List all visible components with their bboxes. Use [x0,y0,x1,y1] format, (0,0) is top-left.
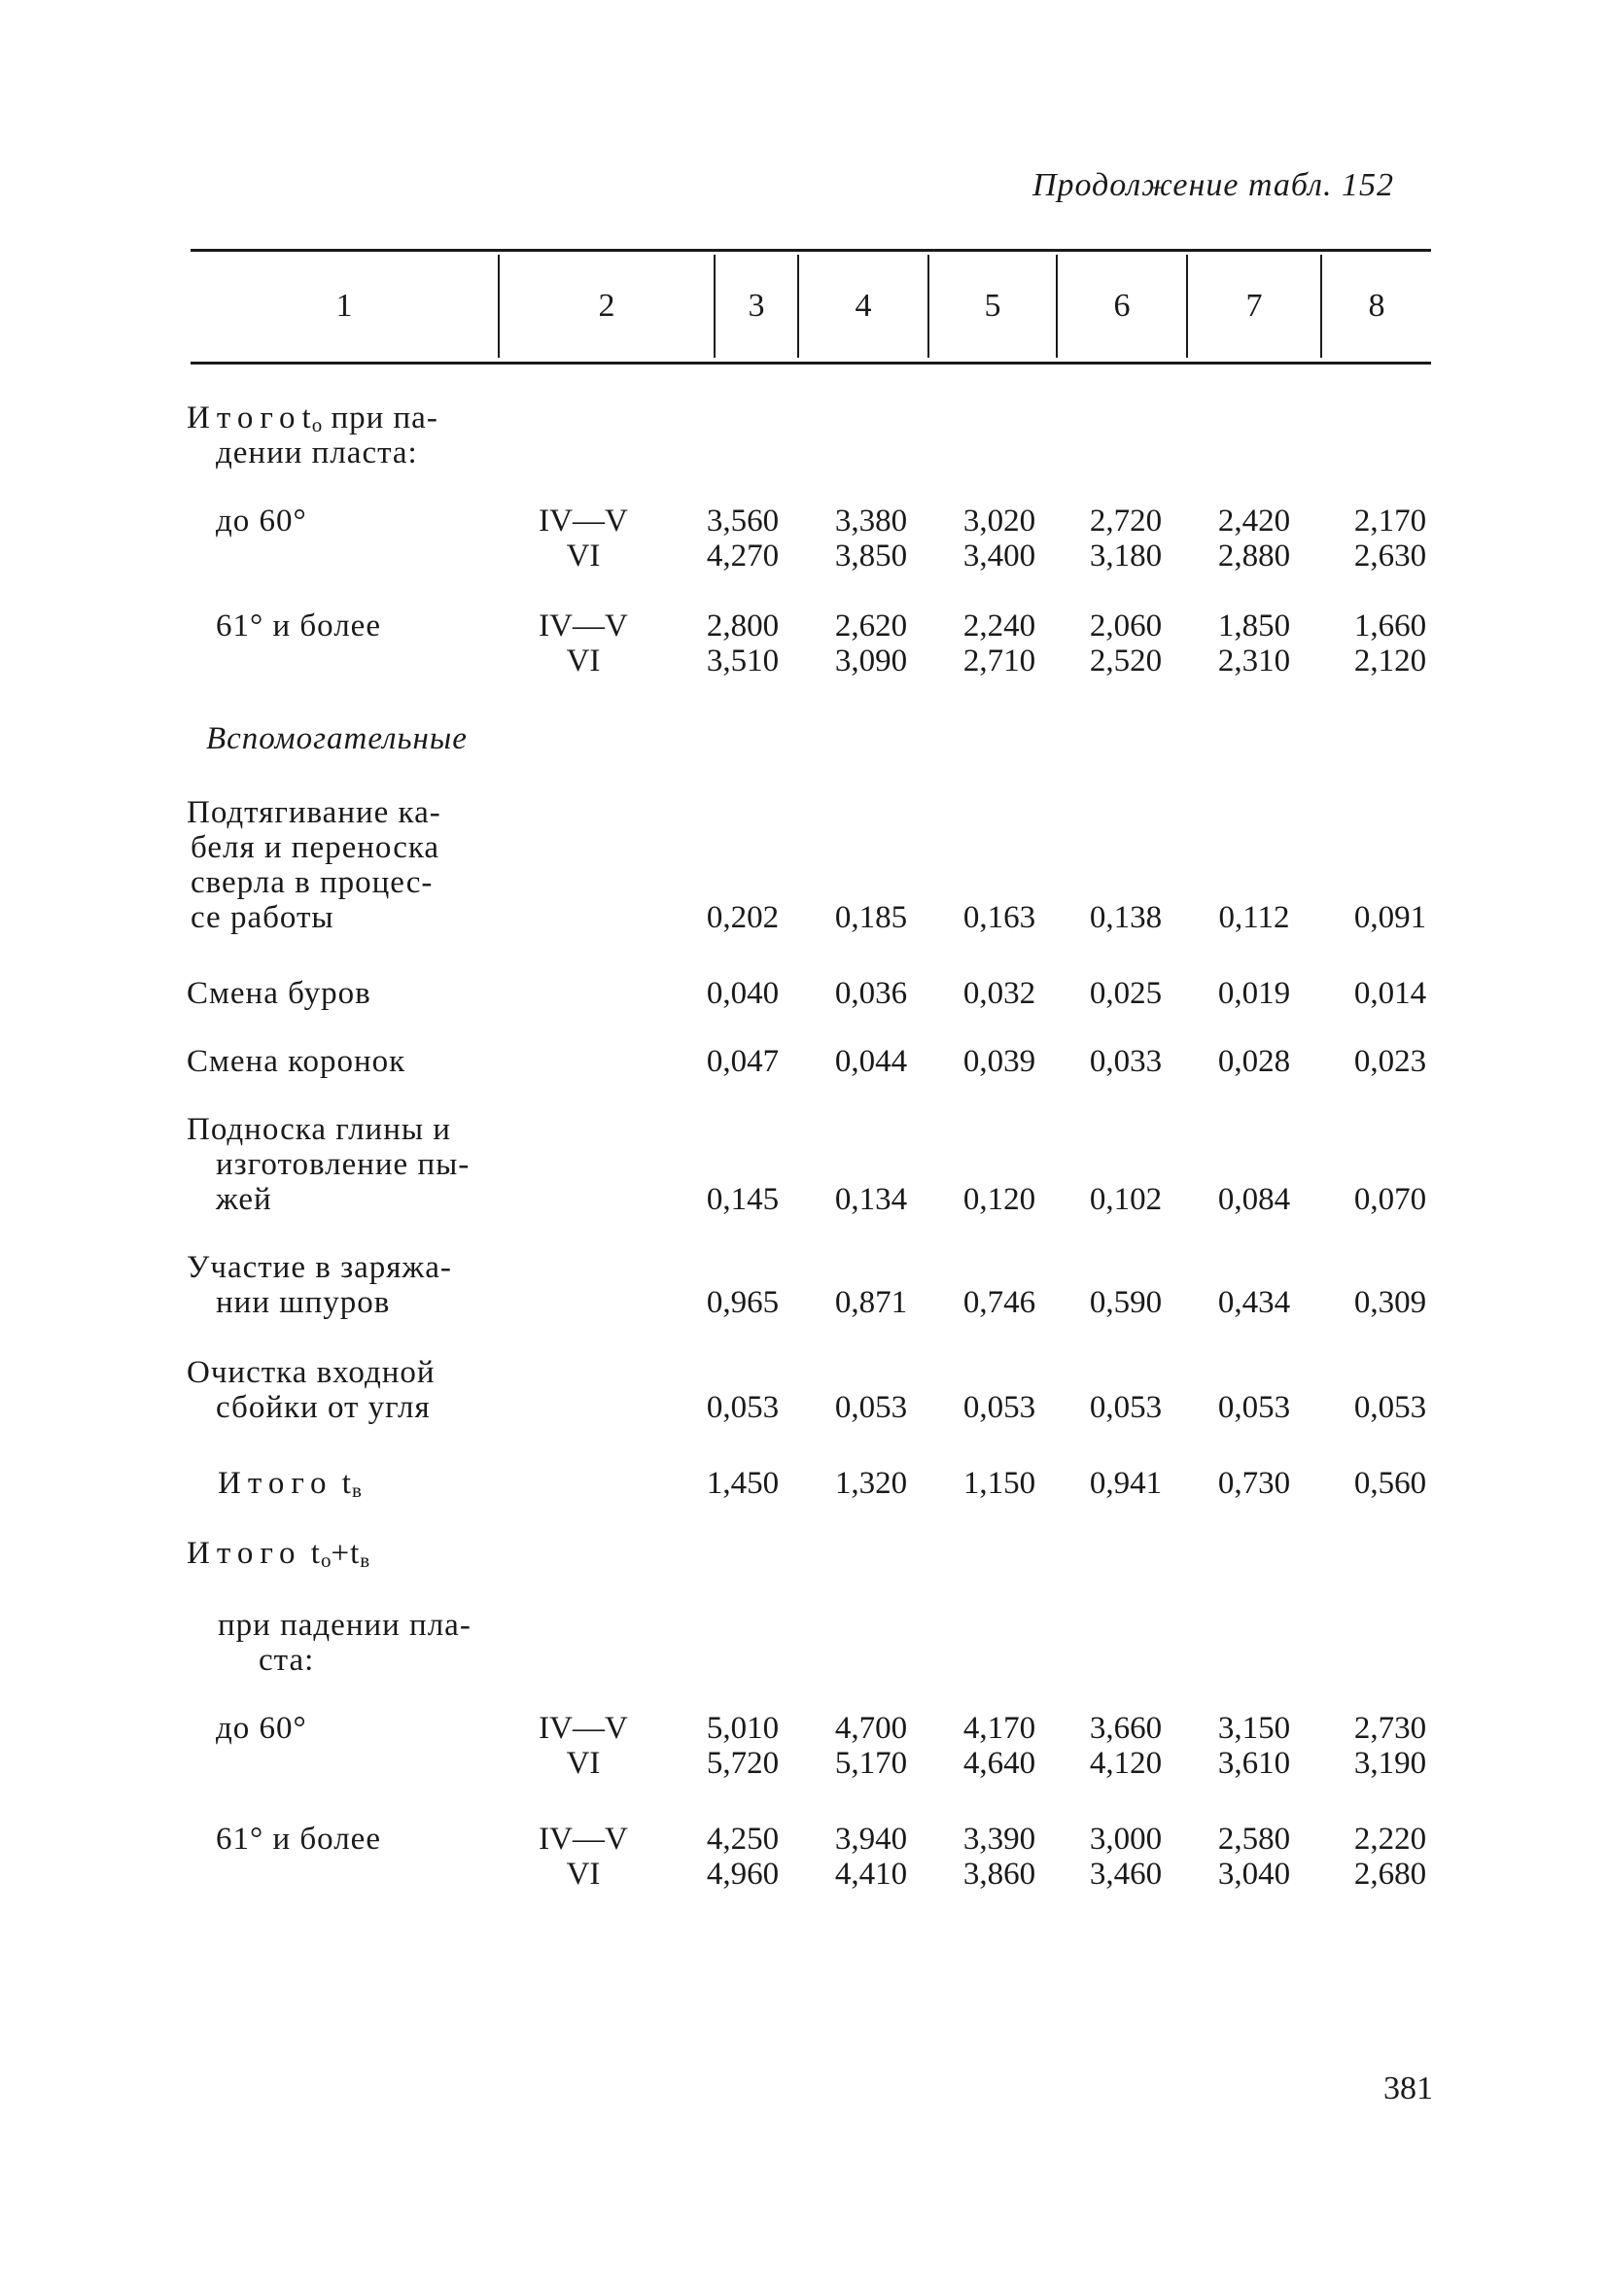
column-header-5: 5 [984,288,1001,324]
row-label: сверла в процес- [191,865,434,900]
cell-value: 0,590 [1089,1285,1163,1320]
cell-value: 3,040 [1217,1857,1291,1892]
column-header-7: 7 [1245,288,1263,324]
rock-class: VI [566,1746,601,1781]
cell-value: 3,000 [1089,1822,1163,1857]
cell-value: 4,250 [706,1822,780,1857]
cell-value: 4,170 [962,1711,1036,1746]
rock-class: IV—V [539,1822,628,1857]
row-label: се работы [191,900,334,935]
cell-value: 2,680 [1353,1857,1427,1892]
rock-class: VI [566,644,601,678]
rock-class: VI [566,539,601,574]
cell-value: 3,020 [962,504,1036,539]
cell-value: 0,053 [1217,1390,1291,1425]
row-label: сбойки от угля [216,1390,431,1425]
cell-value: 0,053 [1353,1390,1427,1425]
cell-value: 0,202 [706,900,780,935]
cell-value: 0,070 [1353,1182,1427,1217]
row-label: изготовление пы- [216,1147,471,1182]
cell-value: 0,047 [706,1044,780,1079]
column-header-1: 1 [335,288,353,324]
cell-value: 2,800 [706,609,780,644]
cell-value: 2,420 [1217,504,1291,539]
cell-value: 0,053 [962,1390,1036,1425]
rock-class: IV—V [539,609,628,644]
cell-value: 5,170 [834,1746,908,1781]
cell-value: 2,730 [1353,1711,1427,1746]
cell-value: 0,941 [1089,1466,1163,1501]
row-label: Подноска глины и [187,1112,451,1147]
column-header-2: 2 [598,288,615,324]
cell-value: 3,090 [834,644,908,678]
cell-value: 2,620 [834,609,908,644]
cell-value: 1,320 [834,1466,908,1501]
row-label: 61° и более [216,609,381,644]
grand-total-title: Итого $t_о+t_в$ [187,1536,370,1572]
cell-value: 3,150 [1217,1711,1291,1746]
row-label: до 60° [216,504,307,539]
row-label: жей [216,1182,272,1217]
cell-value: 3,400 [962,539,1036,574]
cell-value: 3,560 [706,504,780,539]
cell-value: 1,850 [1217,609,1291,644]
rock-class: VI [566,1857,601,1892]
cell-value: 0,965 [706,1285,780,1320]
header-top-rule [191,249,1431,252]
cell-value: 0,560 [1353,1466,1427,1501]
column-header-4: 4 [855,288,872,324]
column-header-6: 6 [1113,288,1131,324]
cell-value: 1,660 [1353,609,1427,644]
grand-subtitle: ста: [259,1643,315,1678]
cell-value: 4,640 [962,1746,1036,1781]
row-label: нии шпуров [216,1285,391,1320]
cell-value: 2,060 [1089,609,1163,644]
row-label: до 60° [216,1711,307,1746]
cell-value: 2,310 [1217,644,1291,678]
cell-value: 0,134 [834,1182,908,1217]
row-label: Смена коронок [187,1044,406,1079]
cell-value: 0,040 [706,976,780,1011]
cell-value: 0,053 [834,1390,908,1425]
cell-value: 3,660 [1089,1711,1163,1746]
cell-value: 0,309 [1353,1285,1427,1320]
cell-value: 0,434 [1217,1285,1291,1320]
cell-value: 3,510 [706,644,780,678]
cell-value: 2,710 [962,644,1036,678]
cell-value: 0,746 [962,1285,1036,1320]
cell-value: 4,120 [1089,1746,1163,1781]
cell-value: 2,220 [1353,1822,1427,1857]
cell-value: 0,028 [1217,1044,1291,1079]
cell-value: 0,138 [1089,900,1163,935]
table-caption: Продолжение табл. 152 [1031,167,1394,203]
cell-value: 0,102 [1089,1182,1163,1217]
cell-value: 0,730 [1217,1466,1291,1501]
cell-value: 0,036 [834,976,908,1011]
cell-value: 2,240 [962,609,1036,644]
cell-value: 1,450 [706,1466,780,1501]
cell-value: 2,520 [1089,644,1163,678]
header-bottom-rule [191,362,1431,365]
rock-class: IV—V [539,1711,628,1746]
cell-value: 0,044 [834,1044,908,1079]
cell-value: 0,039 [962,1044,1036,1079]
grand-subtitle: при падении пла- [218,1608,472,1643]
cell-value: 4,700 [834,1711,908,1746]
cell-value: 0,145 [706,1182,780,1217]
cell-value: 2,880 [1217,539,1291,574]
cell-value: 0,084 [1217,1182,1291,1217]
cell-value: 0,053 [706,1390,780,1425]
row-label: 61° и более [216,1822,381,1857]
cell-value: 3,180 [1089,539,1163,574]
cell-value: 0,091 [1353,900,1427,935]
cell-value: 0,120 [962,1182,1036,1217]
cell-value: 3,940 [834,1822,908,1857]
cell-value: 2,120 [1353,644,1427,678]
main-total-title-line2: дении пласта: [216,435,418,470]
cell-value: 1,150 [962,1466,1036,1501]
rock-class: IV—V [539,504,628,539]
cell-value: 3,610 [1217,1746,1291,1781]
cell-value: 4,410 [834,1857,908,1892]
cell-value: 0,023 [1353,1044,1427,1079]
cell-value: 3,390 [962,1822,1036,1857]
cell-value: 0,185 [834,900,908,935]
cell-value: 0,112 [1218,900,1290,935]
cell-value: 2,630 [1353,539,1427,574]
cell-value: 2,170 [1353,504,1427,539]
cell-value: 3,460 [1089,1857,1163,1892]
cell-value: 2,580 [1217,1822,1291,1857]
cell-value: 3,190 [1353,1746,1427,1781]
cell-value: 0,053 [1089,1390,1163,1425]
cell-value: 5,010 [706,1711,780,1746]
column-header-8: 8 [1368,288,1385,324]
cell-value: 0,163 [962,900,1036,935]
aux-section-heading: Вспомогательные [206,721,468,756]
cell-value: 0,032 [962,976,1036,1011]
cell-value: 3,380 [834,504,908,539]
cell-value: 2,720 [1089,504,1163,539]
row-label: Смена буров [187,976,371,1011]
cell-value: 5,720 [706,1746,780,1781]
aux-total-label: Итого $t_в$ [218,1466,362,1502]
cell-value: 3,850 [834,539,908,574]
cell-value: 0,014 [1353,976,1427,1011]
page-number: 381 [1383,2070,1433,2106]
cell-value: 0,025 [1089,976,1163,1011]
row-label: беля и переноска [191,830,440,865]
cell-value: 3,860 [962,1857,1036,1892]
cell-value: 4,960 [706,1857,780,1892]
row-label: Подтягивание ка- [187,795,441,830]
column-header-3: 3 [748,288,765,324]
row-label: Очистка входной [187,1355,436,1390]
cell-value: 0,019 [1217,976,1291,1011]
row-label: Участие в заряжа- [187,1250,452,1285]
cell-value: 4,270 [706,539,780,574]
cell-value: 0,033 [1089,1044,1163,1079]
main-total-title: Итогоt$_о$ при па- [187,400,438,436]
cell-value: 0,871 [834,1285,908,1320]
